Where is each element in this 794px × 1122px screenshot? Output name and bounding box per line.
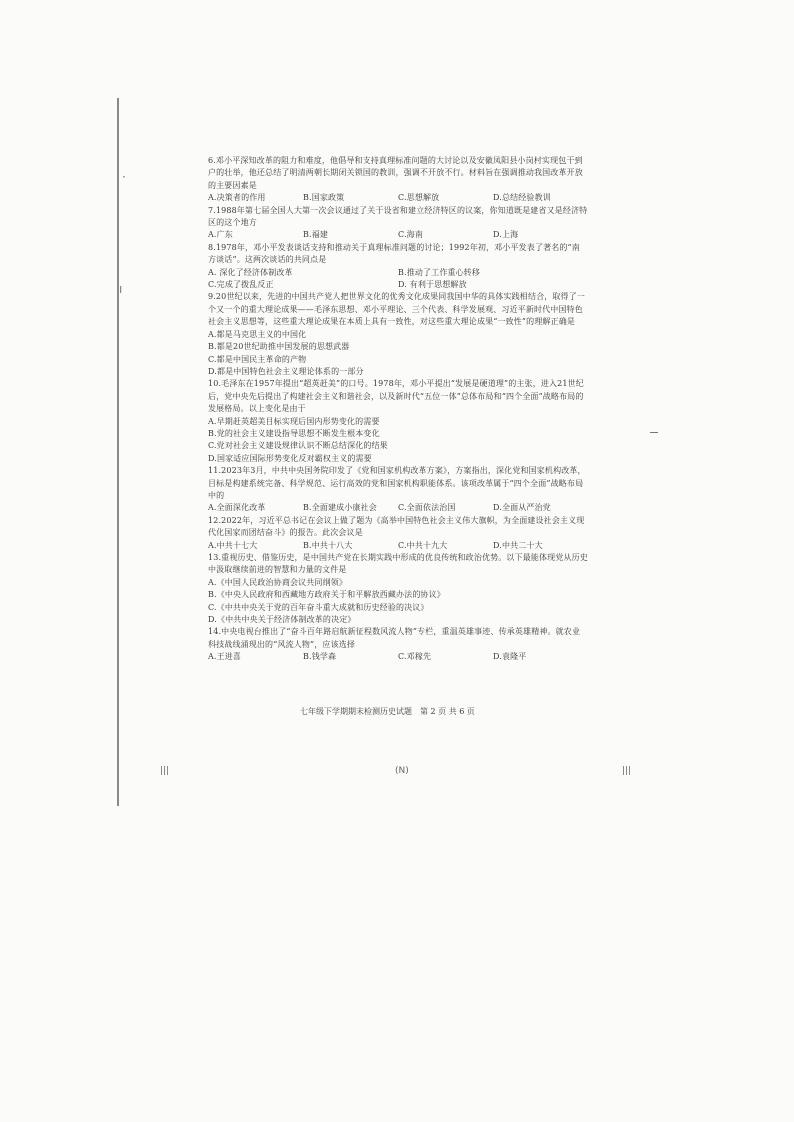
option-d: D.都是中国特色社会主义理论体系的一部分: [208, 366, 364, 376]
options: [208, 502, 588, 514]
options: [208, 651, 588, 663]
option-c: C.都是中国民主革命的产物: [208, 354, 307, 364]
question-8: [208, 242, 588, 292]
option-a: A.全面深化改革: [208, 503, 266, 513]
option-d: D.袁隆平: [493, 652, 527, 662]
option-d: D.上海: [493, 230, 519, 240]
question-stem: 8.1978年，邓小平发表谈话支持和推动关于真理标准问题的讨论；1992年初，邓小平发表了著名的“南方谈话”。这两次谈话的共同点是: [208, 242, 580, 265]
option-d: D.全面从严治党: [493, 503, 551, 513]
option-b: B.全面建成小康社会: [303, 503, 377, 513]
question-11: [208, 465, 588, 515]
question-stem: 10.毛泽东在1957年提出“超英赶美”的口号。1978年，邓小平提出“发展是硬道理”的主张，进入21世纪后，党中央先后提出了构建社会主义和谐社会，以及新时代“五位一体”总体布局和“四个全面”战略布局的发展格局。以上变化是由于: [208, 379, 584, 414]
option-c: C.《中共中央关于党的百年奋斗重大成就和历史经验的决议》: [208, 602, 429, 612]
option-a: A.都是马克思主义的中国化: [208, 329, 307, 339]
question-stem: 11.2023年3月，中共中央国务院印发了《党和国家机构改革方案》，方案指出，深化党和国家机构改革，目标是构建系统完备、科学规范、运行高效的党和国家机构职能体系。该项改革属于“四个全面”战略布局中的: [208, 466, 586, 500]
page-footer: 七年级下学期期末检测历史试题 第 2 页 共 6 页: [300, 707, 475, 716]
option-c: C.完成了拨乱反正: [208, 280, 274, 290]
option-a: A.广东: [208, 230, 233, 240]
option-c: C.思想解放: [398, 193, 440, 203]
question-stem: 7.1988年第七届全国人大第一次会议通过了关于设省和建立经济特区的议案，你知道既是建省又是经济特区的这个地方: [208, 205, 588, 228]
option-c: C.邓稼先: [398, 652, 432, 662]
option-b: B.中共十八大: [303, 540, 353, 550]
option-d: D.中共二十大: [493, 540, 543, 550]
question-7: [208, 205, 588, 242]
scan-left-border: [117, 98, 119, 806]
question-stem: 12.2022年，习近平总书记在会议上做了题为《高举中国特色社会主义伟大旗帜，为全面建设社会主义现代化国家而团结奋斗》的报告。此次会议是: [208, 515, 585, 538]
option-c: C.中共十九大: [398, 540, 448, 550]
options: [208, 192, 588, 204]
option-b: B.《中央人民政府和西藏地方政府关于和平解放西藏办法的协议》: [208, 590, 445, 600]
option-b: B.都是20世纪助推中国发展的思想武器: [208, 342, 350, 352]
option-c: C.海南: [398, 230, 423, 240]
question-12: [208, 515, 588, 552]
scan-mark-right: |||: [622, 766, 632, 776]
option-a: A.王进喜: [208, 652, 242, 662]
scan-speck: ı: [119, 282, 123, 296]
options: [208, 229, 588, 241]
option-b: B.推动了工作重心转移: [398, 267, 481, 277]
option-c: C.党对社会主义建设规律认识不断总结深化的结果: [208, 441, 388, 451]
option-a: A.决策者的作用: [208, 193, 266, 203]
option-b: B.钱学森: [303, 652, 337, 662]
exam-page: [208, 155, 588, 664]
question-stem: 13.重视历史、借鉴历史，是中国共产党在长期实践中形成的优良传统和政治优势。以下最能体现党从历史中汲取继续前进的智慧和力量的文件是: [208, 553, 588, 575]
question-stem: 9.20世纪以来，先进的中国共产党人把世界文化的优秀文化成果同我国中华的具体实践相结合，取得了一个又一个的重大理论成果——毛泽东思想、邓小平理论、三个代表、科学发展观、习近平新时代中国特色社会主义思想等，这些重大理论成果在本质上具有一致性，对这些重大理论成果“一致性”的理解正确是: [208, 292, 586, 327]
option-b: B.福建: [303, 230, 329, 240]
option-d: D. 有利于思想解放: [398, 280, 467, 290]
question-stem: 6.邓小平深知改革的阻力和难度，他倡导和支持真理标准问题的大讨论以及安徽凤阳县小岗村实现包干到户的壮举，他还总结了明清两朝长期闭关锁国的教训，强调不开放不行。材料旨在强调推动我国改革开放的主要因素是: [208, 156, 583, 190]
option-d: D.《中共中央关于经济体制改革的决定》: [208, 615, 356, 625]
option-d: D.总结经验教训: [493, 193, 551, 203]
options: [208, 279, 588, 291]
option-c: C.全面依法治国: [398, 503, 456, 513]
question-9: [208, 291, 588, 378]
option-d: D.国家适应国际形势变化反对霸权主义的需要: [208, 453, 372, 463]
question-14: [208, 626, 588, 663]
question-6: [208, 155, 588, 205]
scan-mark: [650, 432, 658, 433]
option-a: A.早期赶英超美目标实现后国内形势变化的需要: [208, 416, 380, 426]
scan-mark-left: |||: [160, 766, 170, 776]
option-a: A.《中国人民政治协商会议共同纲领》: [208, 577, 348, 587]
options: [208, 540, 588, 552]
option-b: B.国家政策: [303, 193, 345, 203]
question-10: [208, 378, 588, 465]
question-stem: 14.中央电视台推出了“奋斗百年路启航新征程数风流人物”专栏，重温英雄事迹、传承英雄精神。就农业科技战线涌现出的“风流人物”，应该选择: [208, 627, 581, 649]
option-b: B.党的社会主义建设指导思想不断发生根本变化: [208, 428, 380, 438]
options: [208, 267, 588, 279]
scan-speck: ·: [122, 170, 126, 184]
scan-mark-center: (N): [395, 766, 409, 776]
question-13: [208, 552, 588, 626]
option-a: A. 深化了经济体制改革: [208, 267, 293, 277]
option-a: A.中共十七大: [208, 540, 258, 550]
